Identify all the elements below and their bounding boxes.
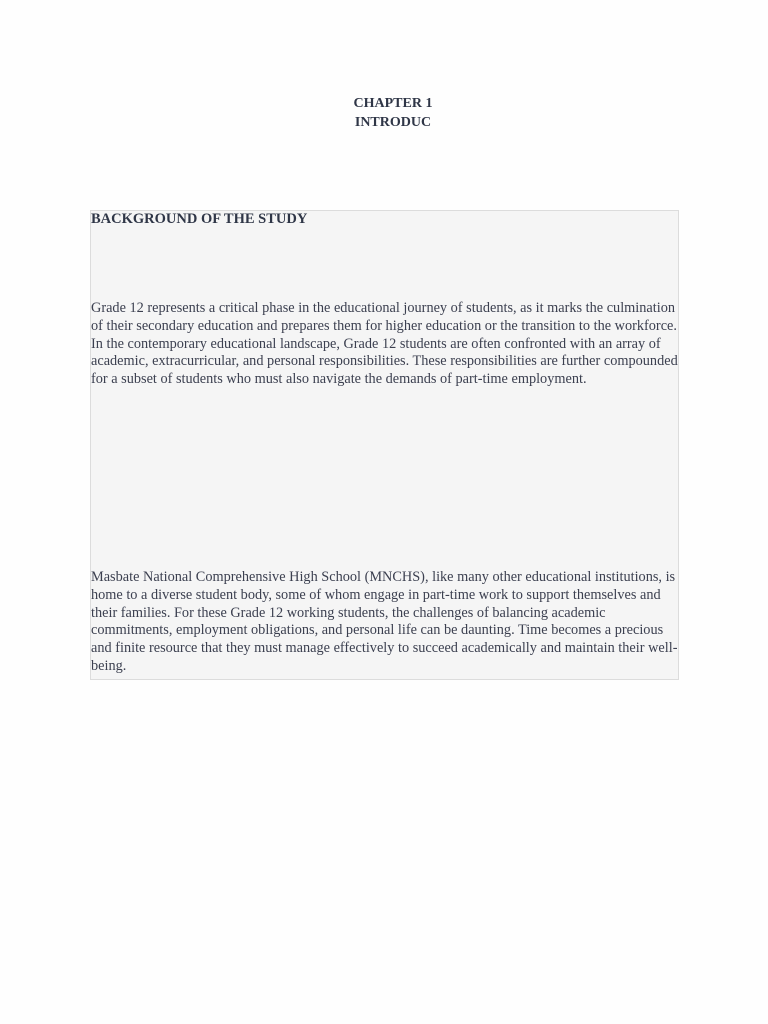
chapter-heading xyxy=(0,94,768,132)
chapter-number: CHAPTER 1 xyxy=(353,96,433,111)
paragraph: Masbate National Comprehensive High School (MNCHS), like many other educational institutions, is home to a diverse student body, some of whom engage in part-time work to support themselves and their families. For these Grade 12 working students, the challenges of balancing academic commitments, employment obligations, and personal life can be daunting. Time becomes a precious and finite resource that they must manage effectively to succeed academically and maintain their well-being. xyxy=(91,569,678,674)
chapter-title: INTRODUC xyxy=(354,115,432,130)
background-section xyxy=(90,210,679,680)
section-title: BACKGROUND OF THE STUDY xyxy=(91,211,308,227)
paragraph: Grade 12 represents a critical phase in the educational journey of students, as it marks the culmination of their secondary education and prepares them for higher education or the transition to the workforce. In the contemporary educational landscape, Grade 12 students are often confronted with an array of academic, extracurricular, and personal responsibilities. These responsibilities are further compounded for a subset of students who must also navigate the demands of part-time employment. xyxy=(91,300,678,388)
